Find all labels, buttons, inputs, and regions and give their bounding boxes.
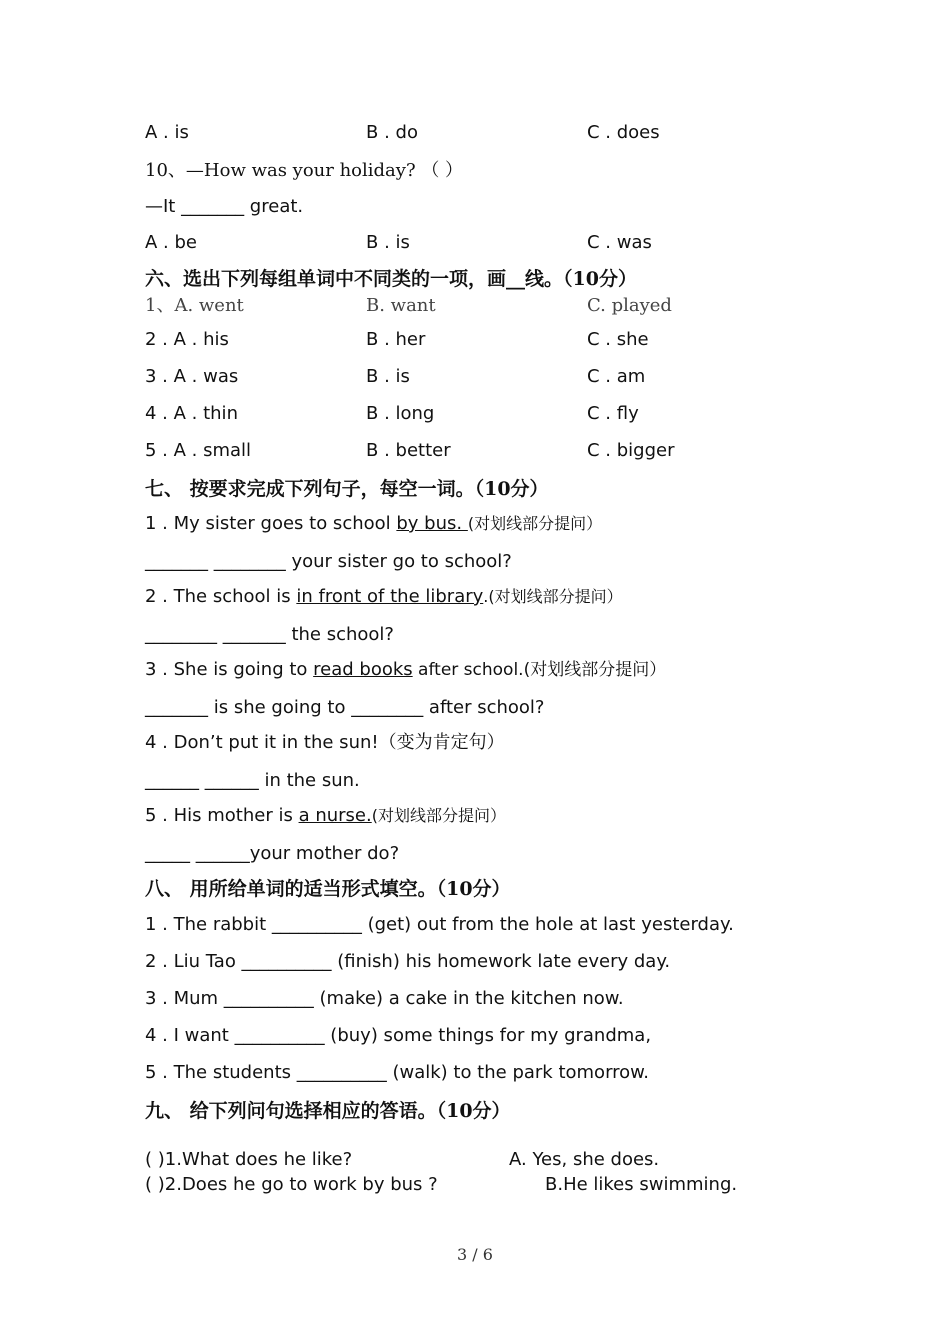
s9-item2-question: ( )2.Does he go to work by bus ? (145, 1174, 438, 1195)
s7-item5: 5 . His mother is a nurse.(对划线部分提问） (145, 805, 506, 826)
q10-option-b: B . is (366, 232, 410, 253)
s6-row5-c: C . bigger (587, 440, 675, 461)
s6-row4-c: C . fly (587, 403, 639, 424)
s7-item4: 4 . Don’t put it in the sun!（变为肯定句） (145, 732, 505, 753)
s7-item1-answer: _______ ________ your sister go to school? (145, 551, 512, 572)
s8-item4: 4 . I want __________ (buy) some things for my grandma, (145, 1025, 652, 1046)
section9-title: 九、 给下列问句选择相应的答语。（10分） (145, 1100, 511, 1122)
s6-row5-a: 5 . A . small (145, 440, 252, 461)
q9-option-c: C . does (587, 122, 660, 143)
s9-item1-question: ( )1.What does he like? (145, 1149, 353, 1170)
s6-row1-c: C. played (587, 295, 672, 316)
section7-title: 七、 按要求完成下列句子，每空一词。（10分） (145, 478, 549, 500)
s6-row2-c: C . she (587, 329, 649, 350)
s7-item5-answer: _____ ______your mother do? (145, 843, 400, 864)
q9-option-a: A . is (145, 122, 189, 143)
s6-row3-a: 3 . A . was (145, 366, 239, 387)
s6-row5-b: B . better (366, 440, 451, 461)
s7-item1: 1 . My sister goes to school by bus. (对划线部分提问） (145, 513, 603, 534)
q10-option-a: A . be (145, 232, 197, 253)
s8-item1: 1 . The rabbit __________ (get) out from the hole at last yesterday. (145, 914, 734, 935)
section6-title: 六、选出下列每组单词中不同类的一项，画__线。（10分） (145, 268, 637, 290)
s6-row3-c: C . am (587, 366, 646, 387)
s7-item4-answer: ______ ______ in the sun. (145, 770, 360, 791)
s6-row2-b: B . her (366, 329, 426, 350)
q10-question: 10、—How was your holiday? （ ） (145, 160, 464, 181)
s6-row4-b: B . long (366, 403, 435, 424)
section8-title: 八、 用所给单词的适当形式填空。（10分） (145, 878, 511, 900)
s6-row1-a: 1、A. went (145, 295, 244, 316)
s7-item3: 3 . She is going to read books after school.(对划线部分提问） (145, 659, 667, 680)
page-number: 3 / 6 (457, 1245, 493, 1264)
q10-line2: —It _______ great. (145, 196, 304, 217)
s9-item1-answer: A. Yes, she does. (509, 1149, 660, 1170)
s9-item2-answer: B.He likes swimming. (545, 1174, 738, 1195)
s8-item2: 2 . Liu Tao __________ (finish) his homework late every day. (145, 951, 671, 972)
s7-item2: 2 . The school is in front of the library.(对划线部分提问） (145, 586, 623, 607)
q9-option-b: B . do (366, 122, 418, 143)
q10-option-c: C . was (587, 232, 652, 253)
s6-row4-a: 4 . A . thin (145, 403, 238, 424)
s8-item5: 5 . The students __________ (walk) to the park tomorrow. (145, 1062, 649, 1083)
s6-row1-b: B. want (366, 295, 436, 316)
s7-item3-answer: _______ is she going to ________ after school? (145, 697, 545, 718)
s6-row3-b: B . is (366, 366, 410, 387)
s7-item2-answer: ________ _______ the school? (145, 624, 394, 645)
s6-row2-a: 2 . A . his (145, 329, 229, 350)
s8-item3: 3 . Mum __________ (make) a cake in the kitchen now. (145, 988, 624, 1009)
